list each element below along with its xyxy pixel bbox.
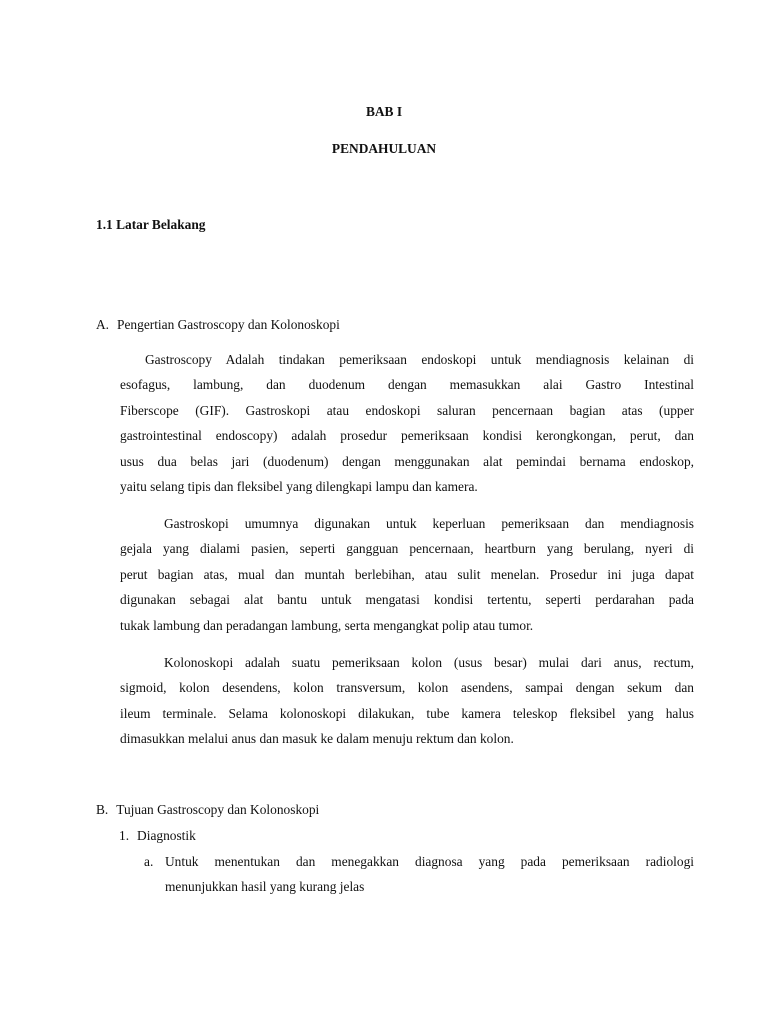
paragraph-line: Kolonoskopi adalah suatu pemeriksaan kolon (usus besar) mulai dari anus, rectum, [164, 655, 694, 670]
paragraph-line: esofagus, lambung, dan duodenum dengan memasukkan alai Gastro Intestinal [120, 377, 694, 393]
paragraph-line: Gastroskopi umumnya digunakan untuk keperluan pemeriksaan dan mendiagnosis [164, 516, 694, 531]
subsection-b-heading [96, 802, 319, 818]
paragraph-kolonoskopi [120, 650, 694, 752]
chapter-title: PENDAHULUAN [331, 141, 437, 156]
list-item-a [144, 849, 694, 900]
subsection-a-marker: A. [96, 317, 110, 332]
list-item-a-line: Untuk menentukan dan menegakkan diagnosa yang pada pemeriksaan radiologi [165, 854, 694, 869]
section-heading: 1.1 Latar Belakang [96, 217, 206, 232]
list-item-1 [119, 828, 196, 844]
paragraph-gastroscopy [120, 347, 694, 499]
paragraph-line: Gastroscopy Adalah tindakan pemeriksaan endoskopi untuk mendiagnosis kelainan di [145, 352, 694, 367]
paragraph-line: yaitu selang tipis dan fleksibel yang dilengkapi lampu dan kamera. [120, 478, 478, 494]
paragraph-line: Fiberscope (GIF). Gastroskopi atau endoskopi saluran pencernaan bagian atas (upper [120, 402, 694, 418]
paragraph-line: sigmoid, kolon desendens, kolon transversum, kolon asendens, sampai dengan sekum dan [120, 680, 694, 696]
paragraph-line: gastrointestinal endoscopy) adalah prosedur pemeriksaan kondisi kerongkongan, perut, dan [120, 428, 694, 444]
subsection-a-title: Pengertian Gastroscopy dan Kolonoskopi [117, 317, 340, 332]
paragraph-line: perut bagian atas, mual dan muntah berlebihan, atau sulit menelan. Prosedur ini juga dapat [120, 566, 694, 582]
paragraph-line: gejala yang dialami pasien, seperti gangguan pencernaan, heartburn yang berulang, nyeri di [120, 541, 694, 557]
chapter-heading: BAB I [365, 104, 403, 119]
list-item-a-marker: a. [144, 854, 154, 869]
paragraph-line: tukak lambung dan peradangan lambung, serta mengangkat polip atau tumor. [120, 617, 534, 633]
list-item-a-line: menunjukkan hasil yang kurang jelas [165, 879, 365, 895]
subsection-b-marker: B. [96, 802, 109, 817]
paragraph-gastroskopi-usage [120, 511, 694, 638]
list-item-1-marker: 1. [119, 828, 130, 843]
list-item-1-title: Diagnostik [137, 828, 196, 843]
paragraph-line: dimasukkan melalui anus dan masuk ke dalam menuju rektum dan kolon. [120, 731, 514, 747]
paragraph-line: ileum terminale. Selama kolonoskopi dilakukan, tube kamera teleskop fleksibel yang halus [120, 705, 694, 721]
paragraph-line: usus dua belas jari (duodenum) dengan menggunakan alat pemindai bernama endoskop, [120, 453, 694, 469]
subsection-b-title: Tujuan Gastroscopy dan Kolonoskopi [116, 802, 320, 817]
subsection-a-heading [96, 317, 340, 333]
paragraph-line: digunakan sebagai alat bantu untuk mengatasi kondisi tertentu, seperti perdarahan pada [120, 592, 694, 608]
